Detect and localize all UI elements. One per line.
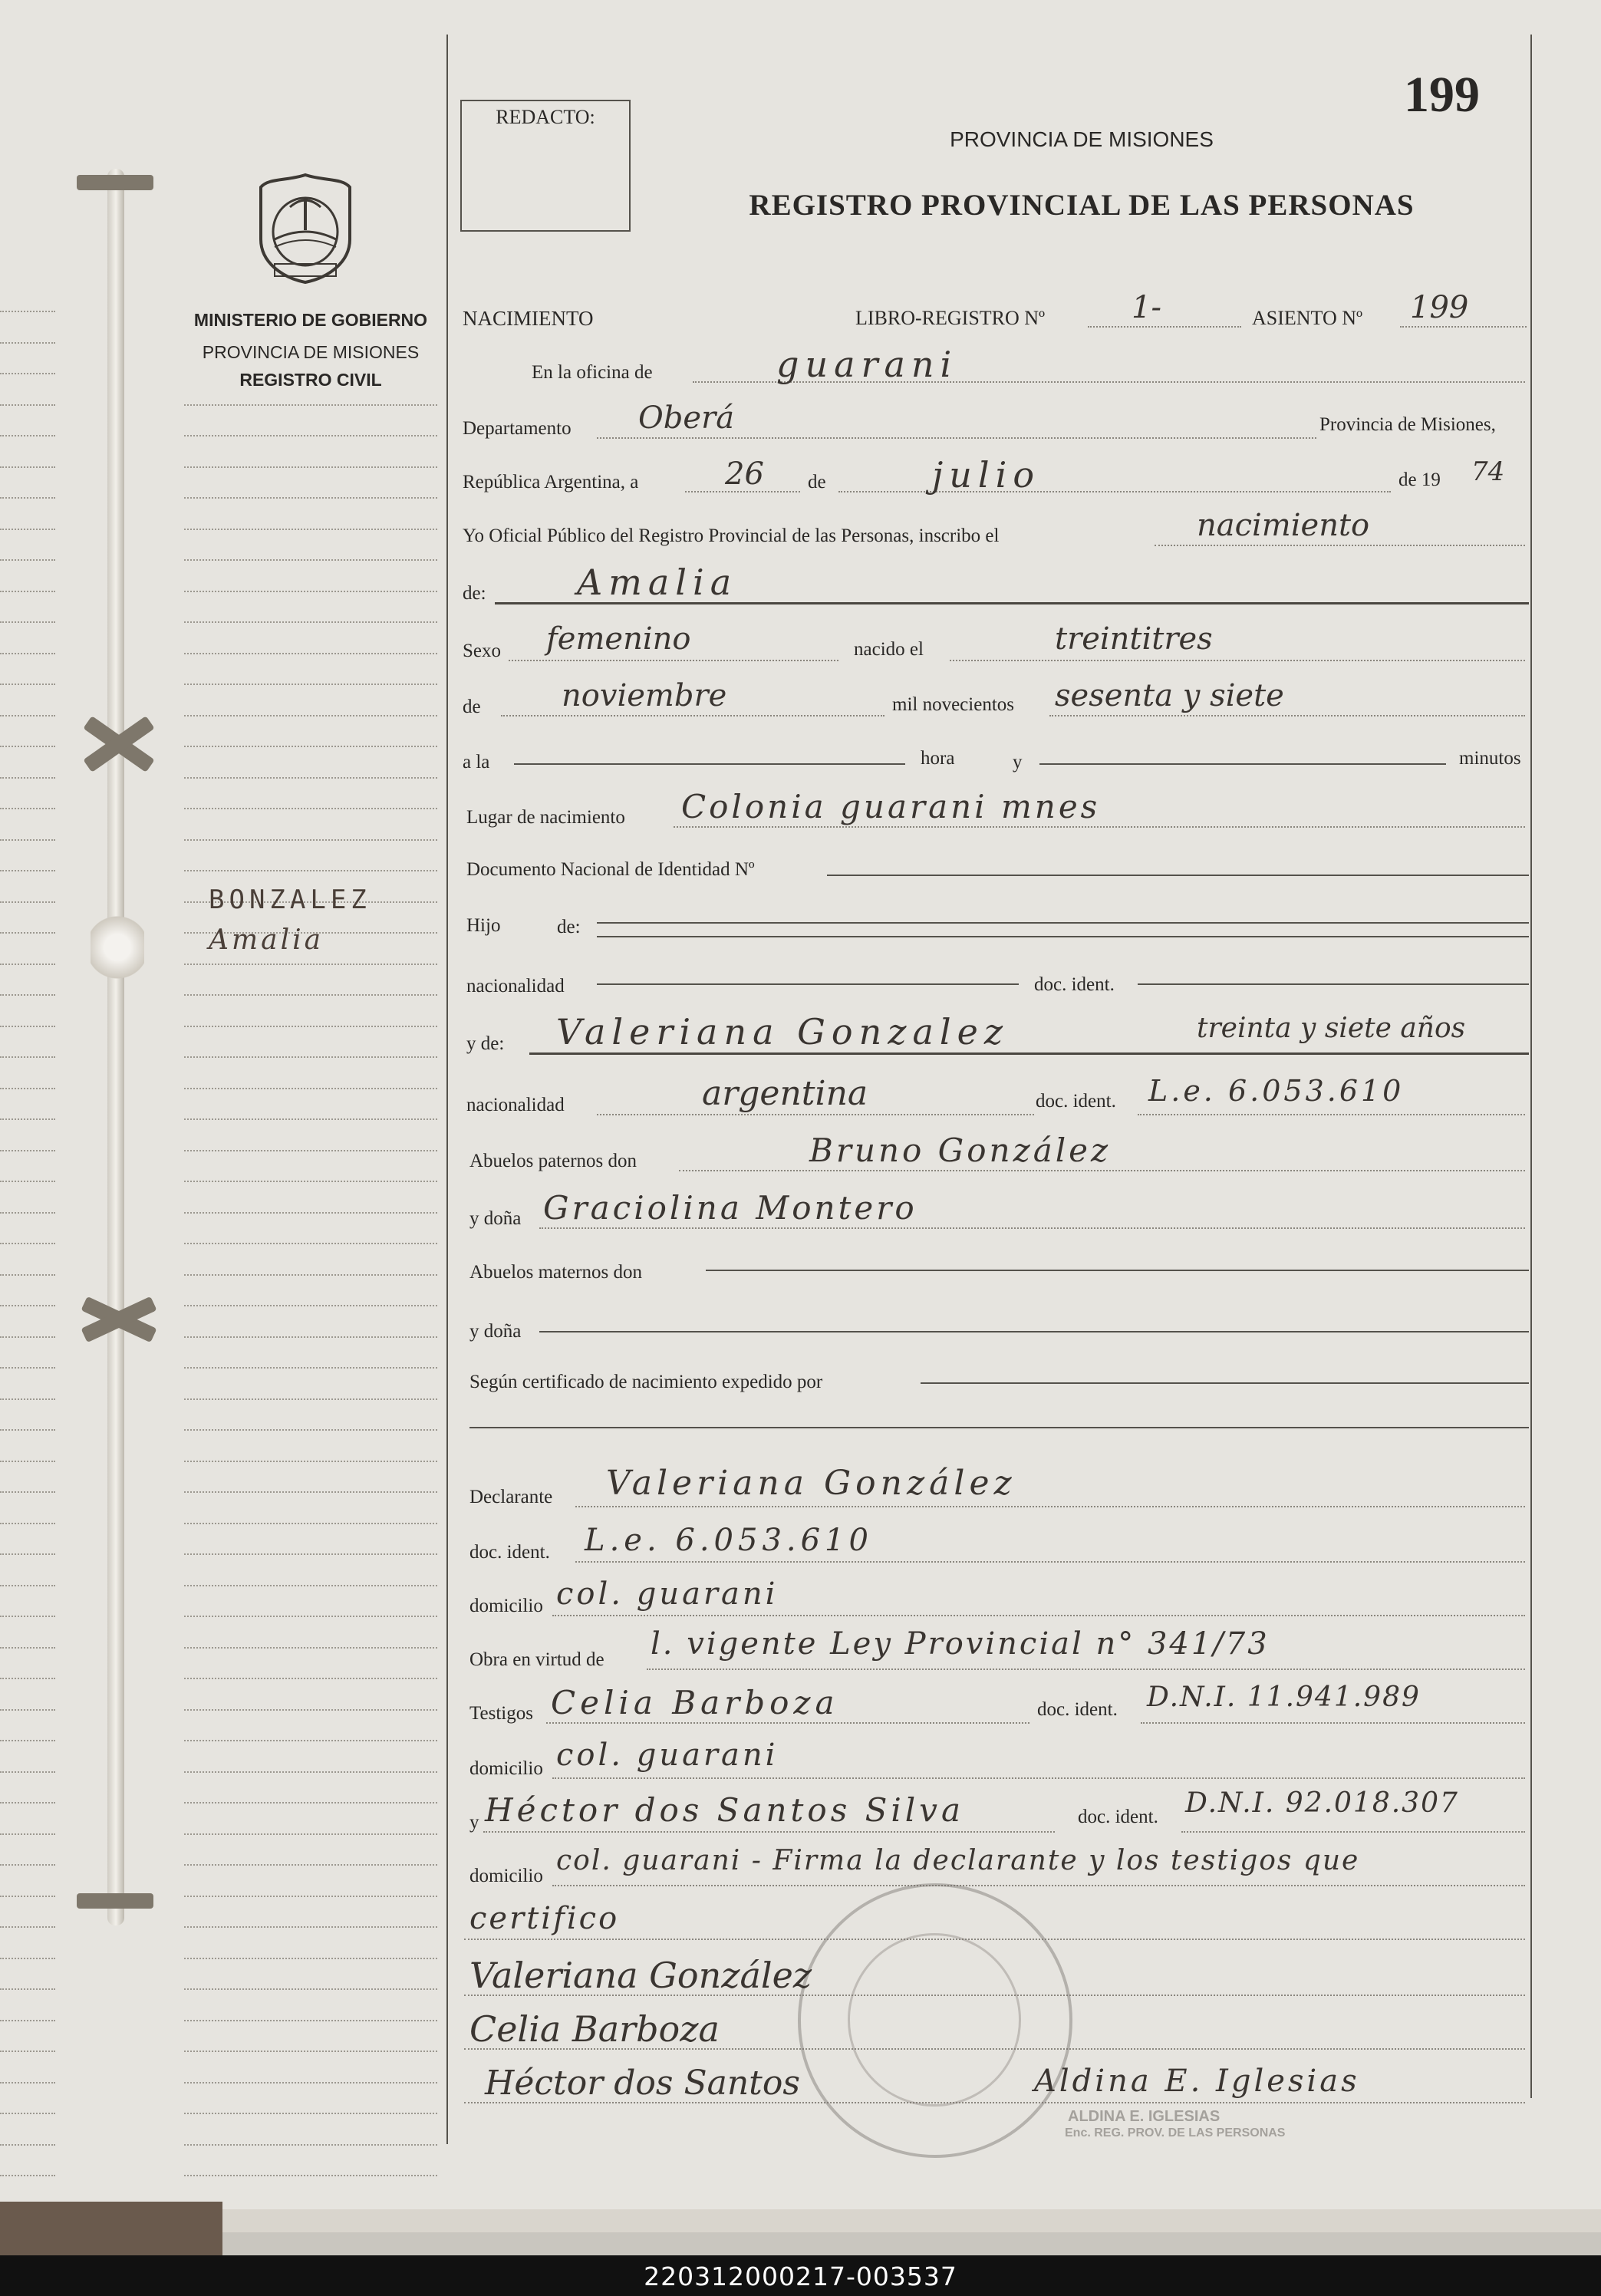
stub-ruled-line xyxy=(0,1585,55,1586)
stub-ruled-line xyxy=(0,2144,55,2146)
stub-ruled-line xyxy=(184,1336,437,1338)
stub-ruled-line xyxy=(0,715,55,716)
binding-stitch xyxy=(77,175,153,190)
stub-ruled-line xyxy=(184,2175,437,2176)
testigo2-doc-value: D.N.I. 92.018.307 xyxy=(1185,1787,1459,1819)
stub-ruled-line xyxy=(0,559,55,561)
stub-ruled-line xyxy=(184,870,437,871)
abuela-materna-line xyxy=(539,1331,1529,1332)
hora-line xyxy=(514,763,905,765)
stub-ruled-line xyxy=(0,621,55,623)
declarante-doc-line xyxy=(575,1561,1525,1563)
stub-ruled-line xyxy=(0,1398,55,1400)
abuelos-maternos-label: Abuelos maternos don xyxy=(469,1262,642,1283)
stub-ruled-line xyxy=(0,497,55,499)
stub-ruled-line xyxy=(0,1802,55,1804)
stub-ruled-line xyxy=(0,2051,55,2052)
nacido-label: nacido el xyxy=(854,639,924,660)
dni-label: Documento Nacional de Identidad Nº xyxy=(466,859,755,880)
stub-ruled-line xyxy=(0,466,55,468)
mes-nac-value: noviembre xyxy=(562,678,727,713)
sexo-label: Sexo xyxy=(463,641,501,661)
departamento-line xyxy=(597,437,1316,439)
signature-oficial: Aldina E. Iglesias xyxy=(1034,2064,1360,2099)
doc-ident-madre-label: doc. ident. xyxy=(1036,1091,1116,1112)
madre-line xyxy=(529,1052,1529,1055)
declarante-domicilio-value: col. guarani xyxy=(556,1576,779,1612)
stub-ruled-line xyxy=(0,653,55,654)
stub-ruled-line xyxy=(0,964,55,965)
registry-title: REGISTRO PROVINCIAL DE LAS PERSONAS xyxy=(749,189,1415,222)
stub-ruled-line xyxy=(184,1926,437,1928)
stub-ruled-line xyxy=(0,1461,55,1462)
stub-ruled-line xyxy=(0,2082,55,2084)
testigo2-prefix: y xyxy=(469,1812,479,1833)
stub-ruled-line xyxy=(0,1616,55,1617)
stub-ruled-line xyxy=(0,2020,55,2021)
footer-code: 220312000217-003537 xyxy=(644,2261,957,2291)
declarante-label: Declarante xyxy=(469,1487,553,1507)
record-type-label: NACIMIENTO xyxy=(463,307,594,330)
stub-ruled-line xyxy=(184,1678,437,1679)
stub-ruled-line xyxy=(0,1771,55,1773)
testigos-label: Testigos xyxy=(469,1703,533,1724)
dni-line xyxy=(827,875,1529,876)
stub-given-name: Amalia xyxy=(209,924,324,956)
stub-ruled-line xyxy=(184,1896,437,1897)
stub-surname: BONZALEZ xyxy=(209,884,371,915)
stub-ruled-line xyxy=(184,1150,437,1151)
stub-ruled-line xyxy=(0,932,55,934)
form-right-border xyxy=(1530,35,1532,2098)
stub-ruled-line xyxy=(184,404,437,406)
official-seal-inner xyxy=(848,1933,1021,2107)
asiento-value: 199 xyxy=(1410,290,1469,325)
certificado-line xyxy=(921,1382,1529,1384)
lugar-line xyxy=(674,826,1525,828)
stub-ruled-line xyxy=(184,1026,437,1027)
yo-oficial-label: Yo Oficial Público del Registro Provincial de las Personas, inscribo el xyxy=(463,525,1000,546)
signature-declarante: Valeriana González xyxy=(469,1955,812,1996)
stub-ruled-line xyxy=(0,1367,55,1369)
stub-ruled-line xyxy=(0,1678,55,1679)
mes-value: julio xyxy=(932,454,1041,496)
stub-ruled-line xyxy=(0,2113,55,2114)
stub-ruled-line xyxy=(184,808,437,809)
madre-doc-value: L.e. 6.053.610 xyxy=(1148,1074,1405,1108)
mil-label: mil novecientos xyxy=(892,694,1014,715)
binding-knot xyxy=(91,913,144,982)
stub-ruled-line xyxy=(184,1274,437,1276)
signature-testigo1: Celia Barboza xyxy=(469,2008,720,2050)
stub-ruled-line xyxy=(184,2051,437,2052)
stub-ruled-line xyxy=(184,559,437,561)
stub-ruled-line xyxy=(0,1833,55,1835)
province-header: PROVINCIA DE MISIONES xyxy=(950,127,1214,151)
testigo1-domicilio-label: domicilio xyxy=(469,1758,543,1779)
stub-ruled-line xyxy=(0,777,55,779)
declarante-domicilio-line xyxy=(552,1615,1525,1616)
stub-ruled-line xyxy=(184,1305,437,1306)
stub-ruled-line xyxy=(0,1212,55,1214)
abuelo-materno-line xyxy=(706,1270,1529,1271)
redacto-label: REDACTO: xyxy=(496,106,595,128)
anio-prefix: de 19 xyxy=(1398,469,1441,490)
declarante-value: Valeriana González xyxy=(606,1464,1016,1503)
stub-ruled-line xyxy=(0,1491,55,1493)
inscribo-line xyxy=(1155,545,1525,546)
certificado-label: Según certificado de nacimiento expedido por xyxy=(469,1372,823,1392)
abuela-paterna-value: Graciolina Montero xyxy=(543,1189,917,1227)
stub-ruled-line xyxy=(184,1523,437,1524)
libro-label: LIBRO-REGISTRO Nº xyxy=(855,307,1046,329)
testigo2-domicilio-line xyxy=(552,1885,1525,1886)
stub-ruled-line xyxy=(184,994,437,996)
abuela-paterna-line xyxy=(539,1227,1525,1229)
y-dona-materna-label: y doña xyxy=(469,1321,522,1342)
ministry-registry: REGISTRO CIVIL xyxy=(239,370,382,390)
abuelos-paternos-label: Abuelos paternos don xyxy=(469,1151,637,1171)
departamento-value: Oberá xyxy=(638,400,735,436)
binding-thread xyxy=(107,169,124,1925)
stub-ruled-line xyxy=(0,1305,55,1306)
mes-line xyxy=(838,491,1391,492)
republica-label: República Argentina, a xyxy=(463,472,639,492)
stub-ruled-line xyxy=(184,529,437,530)
stub-ruled-line xyxy=(0,435,55,436)
nacionalidad-padre-label: nacionalidad xyxy=(466,976,565,996)
stub-ruled-line xyxy=(0,1958,55,1959)
madre-edad-value: treinta y siete años xyxy=(1197,1013,1466,1044)
y-dona-paterna-label: y doña xyxy=(469,1208,522,1229)
stub-ruled-line xyxy=(184,1771,437,1773)
stub-ruled-line xyxy=(184,2144,437,2146)
madre-label: y de: xyxy=(466,1033,505,1054)
folio-number: 199 xyxy=(1404,67,1480,123)
de-label: de xyxy=(808,472,826,492)
stub-ruled-line xyxy=(184,1181,437,1182)
declarante-doc-value: L.e. 6.053.610 xyxy=(585,1523,873,1558)
testigo1-domicilio-line xyxy=(552,1777,1525,1779)
stub-ruled-line xyxy=(0,1429,55,1431)
testigo1-doc-value: D.N.I. 11.941.989 xyxy=(1147,1682,1421,1713)
dia-value: 26 xyxy=(725,456,764,492)
declarante-doc-label: doc. ident. xyxy=(469,1542,550,1563)
form-left-border xyxy=(446,35,448,2144)
stub-ruled-line xyxy=(0,1026,55,1027)
stub-ruled-line xyxy=(184,715,437,716)
testigo2-value: Héctor dos Santos Silva xyxy=(485,1791,965,1829)
stub-ruled-line xyxy=(0,1523,55,1524)
anio-nac-value: sesenta y siete xyxy=(1055,678,1284,713)
stub-ruled-line xyxy=(0,1118,55,1120)
minutos-label: minutos xyxy=(1459,748,1521,769)
hijo-line-top xyxy=(597,922,1529,924)
anio-value: 74 xyxy=(1471,456,1505,487)
stub-ruled-line xyxy=(184,1616,437,1617)
stub-ruled-line xyxy=(0,1150,55,1151)
hijo-line-bottom xyxy=(597,936,1529,937)
stub-ruled-line xyxy=(0,311,55,312)
declarante-domicilio-label: domicilio xyxy=(469,1596,543,1616)
stamp-title: Enc. REG. PROV. DE LAS PERSONAS xyxy=(1065,2126,1286,2140)
stub-ruled-line xyxy=(184,1243,437,1244)
abuelo-paterno-value: Bruno González xyxy=(809,1132,1112,1169)
stub-ruled-line xyxy=(184,1118,437,1120)
oficina-label: En la oficina de xyxy=(532,362,653,383)
departamento-label: Departamento xyxy=(463,418,572,439)
doc-ident-padre-label: doc. ident. xyxy=(1034,974,1115,995)
hijo-label: Hijo xyxy=(466,915,501,936)
sexo-value: femenino xyxy=(546,621,691,657)
stub-ruled-line xyxy=(184,2082,437,2084)
nacionalidad-padre-line xyxy=(597,983,1019,985)
stub-ruled-line xyxy=(184,621,437,623)
stub-ruled-line xyxy=(0,2175,55,2176)
obra-value: l. vigente Ley Provincial n° 341/73 xyxy=(651,1626,1270,1662)
stub-ruled-line xyxy=(0,1243,55,1244)
stub-ruled-line xyxy=(184,1429,437,1431)
sexo-line xyxy=(509,660,838,661)
stub-ruled-line xyxy=(0,404,55,406)
stub-ruled-line xyxy=(184,1647,437,1649)
stub-ruled-line xyxy=(184,1212,437,1214)
stub-ruled-line xyxy=(184,777,437,779)
stub-ruled-line xyxy=(184,435,437,436)
lugar-value: Colonia guarani mnes xyxy=(681,788,1101,825)
coat-of-arms-icon xyxy=(252,170,359,285)
signature-testigo2: Héctor dos Santos xyxy=(485,2064,800,2103)
testigo1-value: Celia Barboza xyxy=(551,1684,839,1721)
stub-ruled-line xyxy=(0,1864,55,1866)
doc-ident-padre-line xyxy=(1138,983,1529,985)
testigo1-doc-label: doc. ident. xyxy=(1037,1699,1118,1720)
stub-ruled-line xyxy=(0,1988,55,1990)
ala-label: a la xyxy=(463,752,490,772)
stub-ruled-line xyxy=(184,839,437,841)
stub-ruled-line xyxy=(184,1553,437,1555)
stub-ruled-line xyxy=(0,1181,55,1182)
stub-ruled-line xyxy=(184,964,437,965)
mes-nac-line xyxy=(501,715,885,716)
nombre-value: Amalia xyxy=(577,562,738,603)
testigo2-doc-label: doc. ident. xyxy=(1078,1807,1158,1827)
stub-ruled-line xyxy=(184,653,437,654)
stub-ruled-line xyxy=(0,1647,55,1649)
stub-ruled-line xyxy=(184,2020,437,2021)
asiento-label: ASIENTO Nº xyxy=(1252,307,1363,329)
stub-ruled-line xyxy=(0,1926,55,1928)
stub-ruled-line xyxy=(184,1585,437,1586)
stub-ruled-line xyxy=(184,1709,437,1711)
stub-ruled-line xyxy=(0,1336,55,1338)
testigo1-domicilio-value: col. guarani xyxy=(556,1738,779,1773)
stub-ruled-line xyxy=(184,684,437,685)
stub-ruled-line xyxy=(184,1833,437,1835)
stub-ruled-line xyxy=(184,746,437,747)
stub-ruled-line xyxy=(0,1709,55,1711)
stub-ruled-line xyxy=(0,529,55,530)
hora-label: hora xyxy=(921,748,955,769)
stub-ruled-line xyxy=(184,1088,437,1089)
stub-ruled-line xyxy=(0,373,55,374)
testigo2-doc-line xyxy=(1181,1831,1525,1833)
ministry-title: MINISTERIO DE GOBIERNO xyxy=(193,310,428,330)
stub-ruled-line xyxy=(0,1740,55,1741)
libro-line xyxy=(1088,326,1241,328)
libro-value: 1- xyxy=(1132,290,1161,325)
anio-nac-line xyxy=(1049,715,1525,716)
stub-ruled-line xyxy=(184,1461,437,1462)
ministry-province: PROVINCIA DE MISIONES xyxy=(202,342,420,362)
stub-ruled-line xyxy=(184,1398,437,1400)
testigo2-line xyxy=(483,1831,1055,1833)
testigo1-line xyxy=(546,1722,1029,1724)
stub-ruled-line xyxy=(184,1988,437,1990)
madre-value: Valeriana Gonzalez xyxy=(556,1011,1010,1052)
obra-line xyxy=(647,1668,1525,1670)
stub-ruled-line xyxy=(184,1802,437,1804)
stub-ruled-line xyxy=(184,1491,437,1493)
lugar-label: Lugar de nacimiento xyxy=(466,807,625,828)
stub-ruled-line xyxy=(0,684,55,685)
stub-ruled-line xyxy=(0,1056,55,1058)
y-label: y xyxy=(1013,752,1023,772)
stub-ruled-line xyxy=(0,870,55,871)
declarante-line xyxy=(575,1506,1525,1507)
nacionalidad-madre-label: nacionalidad xyxy=(466,1095,565,1115)
stamp-name: ALDINA E. IGLESIAS xyxy=(1068,2108,1221,2125)
stub-ruled-line xyxy=(0,901,55,903)
abuelo-paterno-line xyxy=(679,1170,1525,1171)
stub-ruled-line xyxy=(184,1740,437,1741)
certificado-line-2 xyxy=(469,1427,1529,1428)
stub-ruled-line xyxy=(184,2113,437,2114)
book-cover-corner xyxy=(0,2202,222,2259)
paper-edge xyxy=(0,2209,1601,2232)
stub-ruled-line xyxy=(0,1553,55,1555)
de-nombre-label: de: xyxy=(463,583,486,604)
asiento-line xyxy=(1400,326,1527,328)
stub-ruled-line xyxy=(184,497,437,499)
provincia-label: Provincia de Misiones, xyxy=(1319,414,1496,435)
stub-ruled-line xyxy=(184,591,437,592)
binding-stitch xyxy=(77,1893,153,1909)
doc-ident-madre-line xyxy=(1138,1114,1525,1115)
testigo2-domicilio-label: domicilio xyxy=(469,1866,543,1886)
nacido-value: treintitres xyxy=(1055,621,1213,657)
stub-ruled-line xyxy=(184,466,437,468)
nacionalidad-madre-line xyxy=(597,1114,1034,1115)
stub-ruled-line xyxy=(0,1088,55,1089)
stub-ruled-line xyxy=(0,994,55,996)
minutos-line xyxy=(1039,763,1446,765)
testigo2-domicilio-value: col. guarani - Firma la declarante y los testigos que xyxy=(556,1845,1360,1876)
stub-ruled-line xyxy=(184,1056,437,1058)
stub-ruled-line xyxy=(0,746,55,747)
testigo1-doc-line xyxy=(1141,1722,1525,1724)
oficina-value: guarani xyxy=(776,344,958,385)
de2-label: de xyxy=(463,697,481,717)
stub-ruled-line xyxy=(184,1864,437,1866)
hijo-de-label: de: xyxy=(557,917,581,937)
redacto-box xyxy=(460,100,631,232)
obra-label: Obra en virtud de xyxy=(469,1649,604,1670)
stub-ruled-line xyxy=(0,342,55,344)
inscribo-value: nacimiento xyxy=(1197,508,1370,543)
stub-ruled-line xyxy=(0,1274,55,1276)
stub-ruled-line xyxy=(0,839,55,841)
stub-ruled-line xyxy=(0,591,55,592)
stub-ruled-line xyxy=(0,1896,55,1897)
nacido-line xyxy=(950,660,1525,661)
stub-ruled-line xyxy=(184,1367,437,1369)
stub-ruled-line xyxy=(0,808,55,809)
madre-nac-value: argentina xyxy=(702,1074,868,1113)
stub-ruled-line xyxy=(184,1958,437,1959)
certifico-value: certifico xyxy=(469,1901,620,1936)
